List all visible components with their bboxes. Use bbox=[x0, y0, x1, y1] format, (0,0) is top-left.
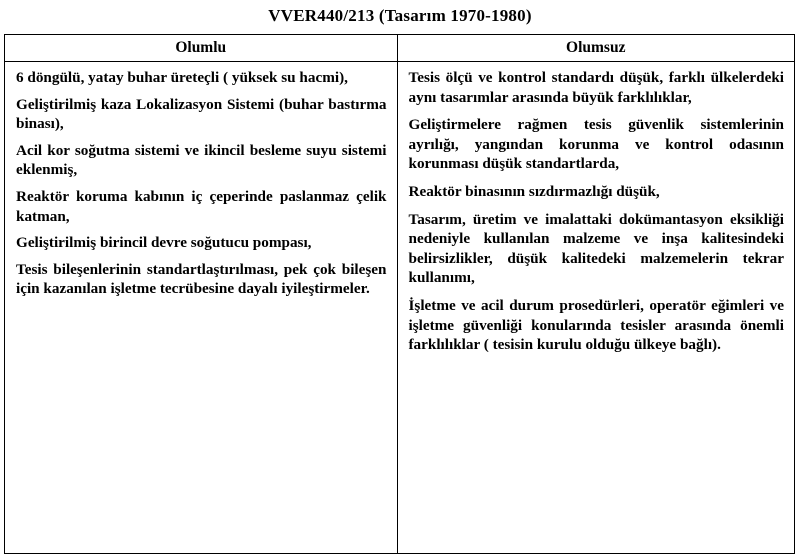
olumlu-item: Tesis bileşenlerinin standartlaştırılması, pek çok bileşen için kazanılan işletme tecrübesine dayalı iyileştirmeler. bbox=[16, 260, 387, 298]
olumsuz-item: Geliştirmelere rağmen tesis güvenlik sistemlerinin ayrılığı, yangından korunma ve kontrol odasının korunması düşük standartlarda, bbox=[408, 116, 784, 173]
olumlu-item: 6 döngülü, yatay buhar üreteçli ( yüksek su hacmi), bbox=[16, 69, 348, 86]
document-title: VVER440/213 (Tasarım 1970-1980) bbox=[268, 6, 532, 25]
olumlu-item: Acil kor soğutma sistemi ve ikincil besleme suyu sistemi eklenmiş, bbox=[16, 141, 387, 179]
header-olumsuz: Olumsuz bbox=[397, 35, 794, 62]
olumsuz-column bbox=[397, 62, 794, 554]
olumsuz-item: Tesis ölçü ve kontrol standardı düşük, farklı ülkelerdeki aynı tasarımlar arasında büyük farklılıklar, bbox=[408, 69, 784, 106]
olumsuz-item: Reaktör binasının sızdırmazlığı düşük, bbox=[408, 182, 660, 200]
olumlu-column bbox=[5, 62, 397, 554]
comparison-table-frame bbox=[4, 34, 795, 554]
olumsuz-item: İşletme ve acil durum prosedürleri, operatör eğimleri ve işletme güvenliği konularında tesisler arasında önemli farklılıklar ( tesisin kurulu olduğu ülkeye bağlı). bbox=[408, 296, 784, 354]
olumsuz-item: Tasarım, üretim ve imalattaki dokümantasyon eksikliği nedeniyle kullanılan malzeme ve inşa kalitesindeki belirsizlikler, düşük kalitedeki malzemelerin tekrar kullanımı, bbox=[408, 210, 784, 287]
header-olumlu: Olumlu bbox=[5, 35, 397, 62]
olumlu-item: Geliştirilmiş kaza Lokalizasyon Sistemi (buhar bastırma binası), bbox=[16, 95, 387, 133]
table-header-row bbox=[5, 35, 794, 62]
olumlu-item: Reaktör koruma kabının iç çeperinde paslanmaz çelik katman, bbox=[16, 187, 387, 225]
table-body-row bbox=[5, 62, 794, 554]
olumlu-item: Geliştirilmiş birincil devre soğutucu pompası, bbox=[16, 234, 312, 252]
comparison-table bbox=[5, 35, 794, 553]
